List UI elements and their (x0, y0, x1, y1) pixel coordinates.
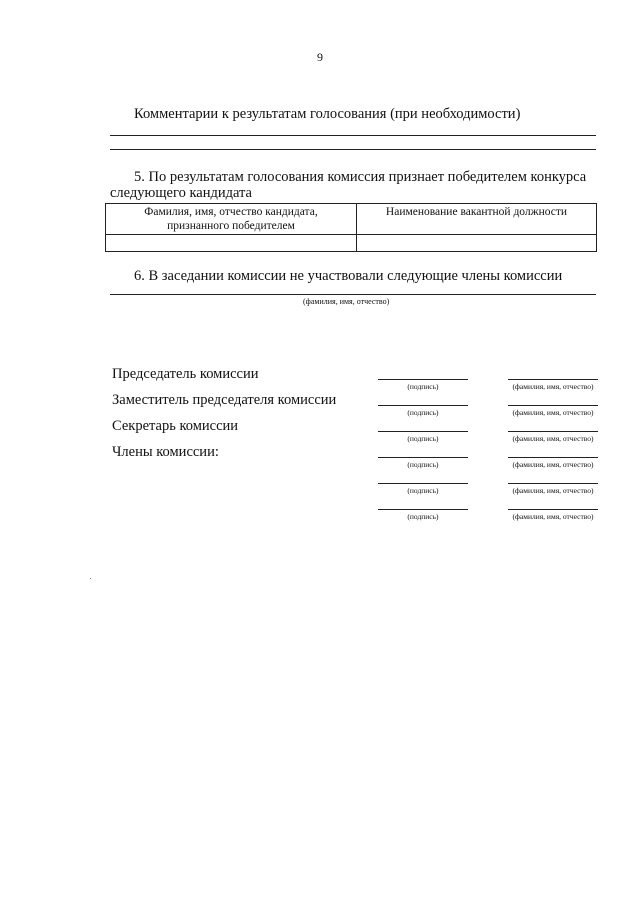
secretary-label: Секретарь комиссии (112, 418, 239, 434)
item6-label: 6. В заседании комиссии не участвовали следующие члены комиссии (134, 268, 563, 284)
table-row (106, 235, 597, 252)
signature-caption: (подпись) (407, 460, 439, 469)
vacancy-header: Наименование вакантной должности (357, 204, 597, 235)
winner-name-header-line2: признанного победителем (167, 220, 295, 232)
name-line (508, 405, 598, 406)
winner-table-header (106, 204, 597, 235)
name-line (508, 457, 598, 458)
signature-caption: (подпись) (407, 486, 439, 495)
comments-label: Комментарии к результатам голосования (при необходимости) (134, 106, 521, 122)
signature-caption: (подпись) (407, 382, 439, 391)
name-caption: (фамилия, имя, отчество) (512, 382, 594, 391)
name-caption: (фамилия, имя, отчество) (512, 434, 594, 443)
vacancy-cell (357, 235, 597, 252)
item6-line (110, 294, 596, 295)
item5-text-line1: 5. По результатам голосования комиссия признает победителем конкурса (134, 169, 587, 185)
name-line (508, 431, 598, 432)
signature-line (378, 405, 468, 406)
signature-caption: (подпись) (407, 512, 439, 521)
name-line (508, 379, 598, 380)
name-caption: (фамилия, имя, отчество) (512, 408, 594, 417)
signature-line (378, 509, 468, 510)
item5-text-line2: следующего кандидата (110, 185, 252, 201)
signature-line (378, 483, 468, 484)
winner-name-cell (106, 235, 357, 252)
chairman-label: Председатель комиссии (112, 366, 259, 382)
deputy-label: Заместитель председателя комиссии (112, 392, 337, 408)
comments-line-1 (110, 135, 596, 136)
name-line (508, 483, 598, 484)
comments-line-2 (110, 149, 596, 150)
winner-name-header (106, 204, 357, 235)
signature-line (378, 457, 468, 458)
name-caption: (фамилия, имя, отчество) (512, 486, 594, 495)
name-caption: (фамилия, имя, отчество) (512, 460, 594, 469)
signature-line (378, 431, 468, 432)
name-caption: (фамилия, имя, отчество) (512, 512, 594, 521)
members-label: Члены комиссии: (112, 444, 219, 460)
signature-caption: (подпись) (407, 408, 439, 417)
page-number: 9 (317, 50, 323, 64)
signature-caption: (подпись) (407, 434, 439, 443)
name-line (508, 509, 598, 510)
winner-table (105, 203, 597, 252)
scan-speck (90, 578, 91, 579)
item6-caption: (фамилия, имя, отчество) (303, 297, 390, 306)
winner-name-header-line1: Фамилия, имя, отчество кандидата, (144, 206, 318, 218)
signature-line (378, 379, 468, 380)
